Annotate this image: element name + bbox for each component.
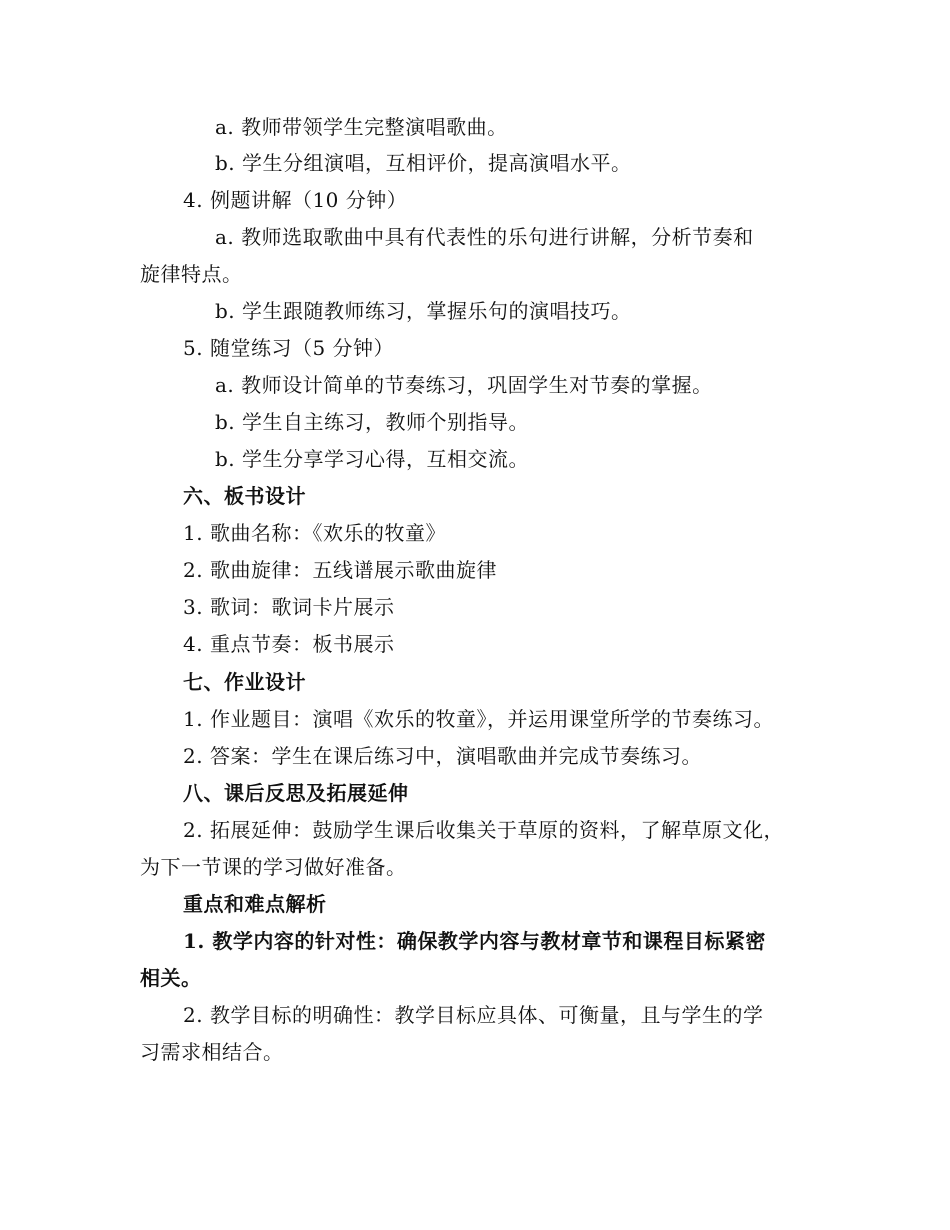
section-heading: 八、课后反思及拓展延伸	[183, 781, 409, 805]
list-item: 2. 教学目标的明确性：教学目标应具体、可衡量，且与学生的学	[183, 1003, 764, 1027]
list-item: a. 教师选取歌曲中具有代表性的乐句进行讲解，分析节奏和	[215, 225, 754, 249]
list-item: b. 学生自主练习，教师个别指导。	[215, 410, 530, 434]
list-item: 2. 歌曲旋律：五线谱展示歌曲旋律	[183, 558, 497, 582]
section-heading: 六、板书设计	[183, 484, 306, 508]
list-item: 3. 歌词：歌词卡片展示	[183, 595, 395, 619]
list-item: 4. 重点节奏：板书展示	[183, 632, 395, 656]
list-item: 1. 歌曲名称：《欢乐的牧童》	[183, 521, 446, 545]
list-item: a. 教师设计简单的节奏练习，巩固学生对节奏的掌握。	[215, 373, 713, 397]
list-item: 5. 随堂练习（5 分钟）	[183, 336, 395, 360]
list-item: a. 教师带领学生完整演唱歌曲。	[215, 115, 508, 139]
section-heading: 重点和难点解析	[183, 892, 327, 916]
list-item: b. 学生分享学习心得，互相交流。	[215, 447, 530, 471]
list-item: 1. 作业题目：演唱《欢乐的牧童》，并运用课堂所学的节奏练习。	[183, 707, 774, 731]
list-item: 4. 例题讲解（10 分钟）	[183, 188, 408, 212]
list-item-continuation: 为下一节课的学习做好准备。	[140, 855, 407, 879]
list-item-continuation: 旋律特点。	[140, 262, 243, 286]
key-point-continuation: 相关。	[140, 966, 202, 990]
list-item: 2. 答案：学生在课后练习中，演唱歌曲并完成节奏练习。	[183, 744, 702, 768]
section-heading: 七、作业设计	[183, 670, 306, 694]
list-item-continuation: 习需求相结合。	[140, 1040, 284, 1064]
list-item: 2. 拓展延伸：鼓励学生课后收集关于草原的资料，了解草原文化，	[183, 818, 784, 842]
key-point: 1. 教学内容的针对性：确保教学内容与教材章节和课程目标紧密	[183, 929, 766, 953]
list-item: b. 学生跟随教师练习，掌握乐句的演唱技巧。	[215, 299, 632, 323]
list-item: b. 学生分组演唱，互相评价，提高演唱水平。	[215, 151, 632, 175]
